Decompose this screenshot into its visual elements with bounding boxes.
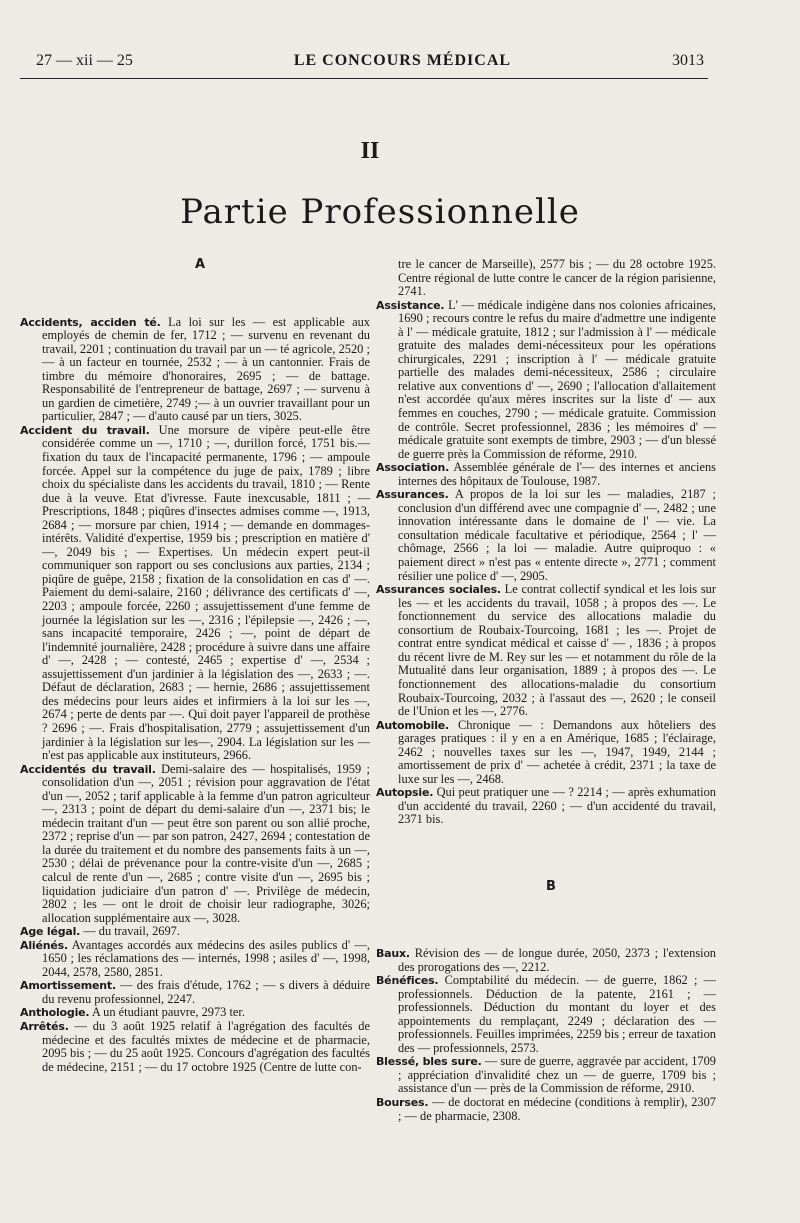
entry-text: — des frais d'étude, 1762 ; — s divers à déduire du revenu professionnel, 2247.: [42, 978, 370, 1006]
index-entry: [376, 974, 716, 1055]
right-column: [376, 258, 716, 1123]
index-entry: [376, 786, 716, 827]
entry-heading: Assurances sociales.: [376, 583, 501, 597]
index-entry: [376, 947, 716, 974]
running-header: [36, 52, 704, 74]
entry-text: A propos de la loi sur les — maladies, 2187 ; conclusion d'un différend avec une compagnie d' —, 2482 ; une innovation intéressante dans le domaine de l' — vie. La consultation médicale facultative et périodique, 2564 ; l' — chômage, 2566 ; la loi — maladie. Autre quiproquo : « paiement direct » n'est pas « entente directe », 2771 ; comment résilier une police d' —, 2905.: [398, 487, 716, 583]
index-entry: [376, 461, 716, 488]
index-entry: [20, 1020, 370, 1074]
index-entry: [376, 488, 716, 583]
section-title: Partie Professionnelle: [180, 192, 580, 232]
entry-text: — du 3 août 1925 relatif à l'agrégation des facultés de médecine et des facultés mixtes de médecine et de pharmacie, 2095 bis ; — du 25 août 1925. Concours d'agrégation des facultés de médecine, 2151 ; — du 17 octobre 1925 (Centre de lutte con-: [42, 1018, 370, 1074]
left-entries: [20, 316, 370, 1075]
entry-text: — du travail, 2697.: [80, 924, 180, 939]
entry-heading: Accidents, acciden té.: [20, 315, 161, 329]
entry-heading: Blessé, bles sure.: [376, 1055, 482, 1069]
index-entry: [376, 719, 716, 787]
entry-text: Une morsure de vipère peut-elle être considérée comme un —, 1710 ; —, durillon forcé, 1751 bis.— fixation du taux de l'incapacité permanente, 1796 ; — ampoule forcée. Appel sur la compétence du juge de paix, 1789 ; libre choix du spécialiste dans les accidents du travail, 1810 ; — Rente due à la veuve. Etat d'ivresse. Faute inexcusable, 1811 ; — Prescriptions, 1848 ; piqûres d'insectes admises comme —, 1913, 2684 ; — morsure par chien, 1914 ; — demande en dommages-intérêts. Validité d'expertise, 1959 bis ; prescription en matière d' —, 2049 bis ; — Expertises. Un médecin expert peut-il communiquer son rapport ou ses conclusions aux parties, 2134 ; piqûre de guêpe, 2158 ; fixation de la consolidation en cas d' —. Paiement du demi-salaire, 2160 ; délivrance des certificats d' —, 2203 ; ampoule forcée, 2260 ; assujettissement d'une femme de journée la législation sur les —, 2316 ; l'épilepsie —, 2426 ; —, sans incapacité temporaire, 2426 ; —, point de départ de l'indemnité journalière, 2428 ; procédure à suivre dans une affaire d' —, 2428 ; — contesté, 2465 ; expertise d' —, 2534 ; assujettissement d'un jardinier à la législation des —, 2633 ; —. Défaut de déclaration, 2683 ; — hernie, 2686 ; assujettissement des médecins pour leurs aides et infirmiers à la loi sur les —, 2674 ; perte de dents par —. Qui doit payer l'appareil de prothèse ? 2696 ; —. Frais d'hospitalisation, 2779 ; assujettissement d'un jardinier à la législation sur les—, 2904. La législation sur les — n'est pas applicable aux instituteurs, 2966.: [42, 422, 370, 763]
entry-text: Chronique — : Demandons aux hôteliers des garages pratiques : il y en a en Amérique, 1685 ; l'éclairage, 2462 ; nouvelles taxes sur les —, 1947, 1949, 2144 ; amortissement de prix d' — achetée à crédit, 2371 ; la taxe de luxe sur les —, 2468.: [398, 717, 716, 786]
index-entry: [20, 979, 370, 1006]
index-entry: [20, 925, 370, 939]
entry-heading: Association.: [376, 461, 450, 475]
entry-heading: Autopsie.: [376, 786, 434, 800]
entry-heading: Bénéfices.: [376, 974, 439, 988]
left-column: [20, 258, 370, 1074]
journal-title: LE CONCOURS MÉDICAL: [293, 52, 512, 69]
entry-text: Le contrat collectif syndical et les lois sur les — et les accidents du travail, 1058 ; à propos des —. Le fonctionnement du service des allocations maladie du consortium de Roubaix-Tourcoing, 1681 ; les —. Projet de contrat entre syndicat médical et caisse d' — , 1836 ; à propos du récent livre de M. Rey sur les — et notamment du rôle de la Mutualité dans leur organisation, 1889 ; à propos des —. Le fonctionnement des allocations-maladie du consortium Roubaix-Tourcoing, 2032 ; à l'assaut des —, 2620 ; le conseil de l'Union et les —, 2776.: [398, 582, 716, 719]
index-entry: [20, 316, 370, 424]
entry-text: — de doctorat en médecine (conditions à remplir), 2307 ; — de pharmacie, 2308.: [398, 1094, 716, 1123]
entry-heading: Age légal.: [20, 925, 81, 939]
index-entry: [376, 299, 716, 462]
entry-text: Assemblée générale de l'— des internes et anciens internes des hôpitaux de Toulouse, 1987.: [398, 460, 716, 488]
index-entry: [376, 1055, 716, 1096]
entry-heading: Assistance.: [376, 298, 445, 312]
issue-date: 27 — xii — 25: [36, 52, 133, 69]
page-number: 3013: [671, 52, 704, 69]
entry-text: Comptabilité du médecin. — de guerre, 1862 ; — professionnels. Déduction de la patente, 2161 ; — professionnels. Déduction du montant du loyer et des appointements du remplaçant, 2249 ; déclaration des — professionnels. Feuilles imprimées, 2259 bis ; erreur de taxation des — professionnels, 2573.: [398, 973, 716, 1055]
entry-heading: Anthologie.: [20, 1006, 90, 1020]
entry-text: A un étudiant pauvre, 2973 ter.: [89, 1005, 245, 1020]
continued-entry: tre le cancer de Marseille), 2577 bis ; — du 28 octobre 1925. Centre régional de lutte contre le cancer de la région parisienne, 2741.: [398, 257, 716, 299]
section-number: II: [360, 138, 380, 164]
entry-text: Demi-salaire des — hospitalisés, 1959 ; consolidation d'un —, 2051 ; révision pour aggravation de l'état d'un —, 2052 ; tarif applicable à la femme d'un patron agriculteur —, 2313 ; point de départ du demi-salaire d'un —, 2371 bis; le médecin traitant d'un — peut être son parent ou son allié proche, 2372 ; reprise d'un — par son patron, 2427, 2694 ; contestation de la durée du traitement et du nombre des pansements faits à un —, 2530 ; délai de prévenance pour la contre-visite d'un —, 2685 ; calcul de rente d'un —, 2685 ; contre visite d'un —, 2695 bis ; liquidation judiciaire d'un patron d' —. Privilège de médecin, 2802 ; les — ont le droit de choisir leur radiographe, 3026; allocation supplémentaire aux —, 3028.: [42, 761, 371, 925]
entry-heading: Accident du travail.: [20, 423, 150, 437]
entry-heading: Automobile.: [376, 718, 450, 732]
entry-text: L' — médicale indigène dans nos colonies africaines, 1690 ; recours contre le refus du maire d'admettre une indigente à l' — médicale gratuite, 1812 ; sur l'admission à l' — médicale gratuite des malades demi-nécessiteux pour les opérations chirurgicales, 2291 ; inscription à l' — médicale gratuite partielle des malades demi-nécessiteux, 2586 ; circulaire relative aux conventions d' —, 2690 ; l'allocation d'allaitement n'est accordée qu'aux mères inscrites sur la liste d' — aux femmes en couches, 2790 ; — médicale gratuite. Commission de contrôle. Secret professionnel, 2836 ; les mémoires d' — médicale gratuite sont exempts de timbre, 2903 ; — d'un blessé de guerre près la Commission de réforme, 2910.: [398, 297, 716, 461]
entry-heading: Aliénés.: [20, 938, 68, 952]
entry-heading: Accidentés du travail.: [20, 762, 156, 776]
header-rule: [20, 78, 708, 79]
index-letter-a: A: [194, 257, 206, 272]
letter-b-block: [376, 827, 716, 947]
entry-text: — sure de guerre, aggravée par accident, 1709 ; appréciation d'invalidité chez un — de guerre, 1709 bis ; assistance d'un — près de la Commission de réforme, 2910.: [398, 1054, 716, 1096]
entry-heading: Bourses.: [376, 1095, 429, 1109]
entry-text: Révision des — de longue durée, 2050, 2373 ; l'extension des prorogations des —, 2212.: [398, 945, 716, 974]
right-entries-b: [376, 947, 716, 1123]
entry-heading: Arrêtés.: [20, 1019, 69, 1033]
index-entry: [20, 424, 370, 763]
entry-heading: Baux.: [376, 946, 410, 960]
entry-heading: Assurances.: [376, 488, 449, 502]
entry-text: Qui peut pratiquer une — ? 2214 ; — après exhumation d'un accidenté du travail, 2260 ; — d'un accidenté du travail, 2371 bis.: [398, 785, 716, 827]
index-entry: [20, 1006, 370, 1020]
index-entry: [20, 763, 370, 926]
index-entry: [20, 939, 370, 980]
index-entry: [376, 1096, 716, 1123]
entry-heading: Amortissement.: [20, 979, 116, 993]
entry-text: La loi sur les — est applicable aux employés de chemin de fer, 1712 ; — survenu en revenant du travail, 2201 ; continuation du travail par un — té agricole, 2520 ; — à un facteur en tournée, 2532 ; — à un cantonnier. Frais de timbre du mémoire d'honoraires, 2695 ; — de battage. Responsabilité de l'entrepreneur de battage, 2697 ; — survenu à un gardien de cimetière, 2749 ;— à un ouvrier travaillant pour un particulier, 2847 ; — d'auto causé par un tiers, 3025.: [42, 314, 371, 424]
index-letter-b: B: [546, 879, 556, 895]
entry-text: Avantages accordés aux médecins des asiles publics d' —, 1650 ; les réclamations des — internés, 1998 ; asiles d' —, 1998, 2044, 2578, 2580, 2851.: [42, 937, 370, 979]
right-entries-a: [376, 299, 716, 827]
index-entry: [376, 583, 716, 718]
